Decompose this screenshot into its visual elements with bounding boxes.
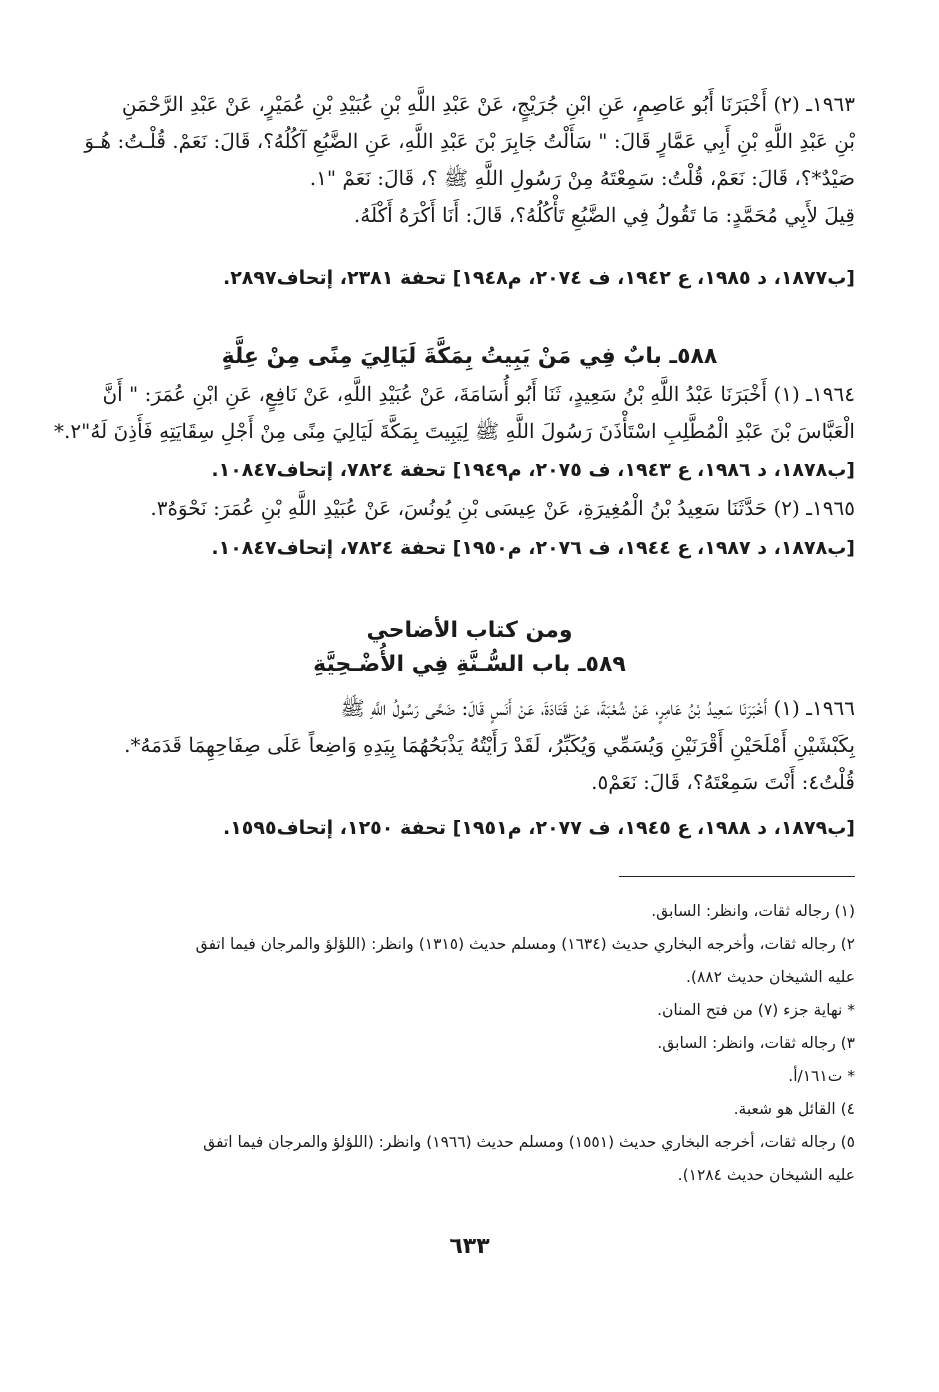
chapter-589-heading: ٥٨٩ـ باب السُّـنَّةِ فِي الأُضْـحِيَّةِ bbox=[313, 652, 626, 677]
chapter-588-heading: ٥٨٨ـ بابٌ فِي مَنْ يَبِيتُ بِمَكَّةَ لَيَالِيَ مِنًى مِنْ عِلَّةٍ bbox=[221, 344, 718, 369]
hadith-line: قُلْتُ٤: أَنْتَ سَمِعْتَهُ؟، قَالَ: نَعَمْ٥. bbox=[591, 770, 855, 794]
footnotes bbox=[84, 895, 855, 1192]
hadith-1965 bbox=[84, 490, 855, 527]
hadith-line: ١٩٦٣ـ (٢) أَخْبَرَنَا أَبُو عَاصِمٍ، عَنِ ابْنِ جُرَيْجٍ، عَنْ عَبْدِ اللَّهِ بْنِ عُبَيْدِ بْنِ عُمَيْرٍ، عَنْ عَبْدِ الرَّحْمَنِ bbox=[121, 92, 855, 116]
hadith-1966 bbox=[84, 690, 855, 801]
footnote-separator bbox=[619, 876, 855, 877]
footnote: * نهاية جزء (٧) من فتح المنان. bbox=[657, 1001, 855, 1019]
hadith-1964-reference: [ب١٨٧٨، د ١٩٨٦، ع ١٩٤٣، ف ٢٠٧٥، م١٩٤٩] تحفة ٧٨٢٤، إتحاف١٠٨٤٧. bbox=[211, 459, 855, 481]
hadith-line: قِيلَ لأَبِي مُحَمَّدٍ: مَا تَقُولُ فِي الضَّبُعِ تَأْكُلُهُ؟، قَالَ: أَنَا أَكْرَهُ أَكْلَهُ. bbox=[353, 203, 855, 227]
page-number: ٦٣٣ bbox=[449, 1234, 490, 1259]
footnote: * ت١٦١/أ. bbox=[788, 1067, 855, 1085]
hadith-line: صَيْدٌ*؟، قَالَ: نَعَمْ، قُلْتُ: سَمِعْتَهُ مِنْ رَسُولِ اللَّهِ ﷺ ؟، قَالَ: نَعَمْ "١. bbox=[309, 166, 855, 190]
hadith-line: ١٩٦٥ـ (٢) حَدَّثَنَا سَعِيدُ بْنُ الْمُغِيرَةِ، عَنْ عِيسَى بْنِ يُونُسَ، عَنْ عُبَيْدِ اللَّهِ بْنِ عُمَرَ: نَحْوَهُ٣. bbox=[150, 496, 855, 520]
hadith-1964 bbox=[54, 376, 855, 450]
hadith-1963-reference: [ب١٨٧٧، د ١٩٨٥، ع ١٩٤٢، ف ٢٠٧٤، م١٩٤٨] تحفة ٢٣٨١، إتحاف٢٨٩٧. bbox=[222, 267, 855, 289]
hadith-line: الْعَبَّاسَ بْنَ عَبْدِ الْمُطَّلِبِ اسْتَأْذَنَ رَسُولَ اللَّهِ ﷺ لِيَبِيتَ بِمَكَّةَ لَيَالِيَ مِنًى مِنْ أَجْلِ سِقَايَتِهِ فَأَذِنَ لَهُ"٢.* bbox=[54, 419, 855, 443]
footnote: عليه الشيخان حديث ١٢٨٤). bbox=[677, 1166, 855, 1184]
footnote: ٣) رجاله ثقات، وانظر: السابق. bbox=[657, 1034, 855, 1052]
hadith-1965-reference: [ب١٨٧٨، د ١٩٨٧، ع ١٩٤٤، ف ٢٠٧٦، م١٩٥٠] تحفة ٧٨٢٤، إتحاف١٠٨٤٧. bbox=[211, 537, 855, 559]
hadith-line: بْنِ عَبْدِ اللَّهِ بْنِ أَبِي عَمَّارٍ قَالَ: " سَأَلْتُ جَابِرَ بْنَ عَبْدِ اللَّهِ، عَنِ الضَّبُعِ آكُلُهُ؟، قَالَ: نَعَمْ. قُلْـتُ: هُـوَ bbox=[84, 129, 855, 153]
footnote: ٥) رجاله ثقات، أخرجه البخاري حديث (١٥٥١) ومسلم حديث (١٩٦٦) وانظر: (اللؤلؤ والمرجان فيما اتفق bbox=[203, 1133, 855, 1151]
hadith-line: ١٩٦٤ـ (١) أَخْبَرَنَا عَبْدُ اللَّهِ بْنُ سَعِيدٍ، ثَنَا أَبُو أُسَامَةَ، عَنْ عُبَيْدِ اللَّهِ، عَنْ نَافِعٍ، عَنِ ابْنِ عُمَرَ: " أَنَّ bbox=[102, 382, 855, 406]
hadith-1966-reference: [ب١٨٧٩، د ١٩٨٨، ع ١٩٤٥، ف ٢٠٧٧، م١٩٥١] تحفة ١٢٥٠، إتحاف١٥٩٥. bbox=[222, 817, 855, 839]
footnote: ٢) رجاله ثقات، وأخرجه البخاري حديث (١٦٣٤) ومسلم حديث (١٣١٥) وانظر: (اللؤلؤ والمرجان فيما اتفق bbox=[195, 935, 855, 953]
hadith-line: بِكَبْشَيْنِ أَمْلَحَيْنِ أَقْرَنَيْنِ وَيُسَمِّي وَيُكَبِّرُ، لَقَدْ رَأَيْتُهُ يَذْبَحُهُمَا بِيَدِهِ وَاضِعاً عَلَى صِفَاحِهِمَا قَدَمَهُ*. bbox=[124, 733, 855, 757]
hadith-1963 bbox=[84, 86, 855, 234]
footnote: ٤) القائل هو شعبة. bbox=[733, 1100, 855, 1118]
footnote: (١) رجاله ثقات، وانظر: السابق. bbox=[651, 902, 855, 920]
book-title: ومن كتاب الأضاحي bbox=[366, 618, 573, 643]
hadith-line: ١٩٦٦ـ (١) أَخْبَرَنَا سَعِيدُ بْنُ عَامِرٍ، عَنْ شُعْبَةَ، عَنْ قَتَادَةَ، عَنْ أَنَسٍ قَالَ: ضَحَّى رَسُولُ اللَّهِ ﷺ bbox=[340, 696, 855, 720]
footnote: عليه الشيخان حديث ٨٨٢). bbox=[685, 968, 855, 986]
